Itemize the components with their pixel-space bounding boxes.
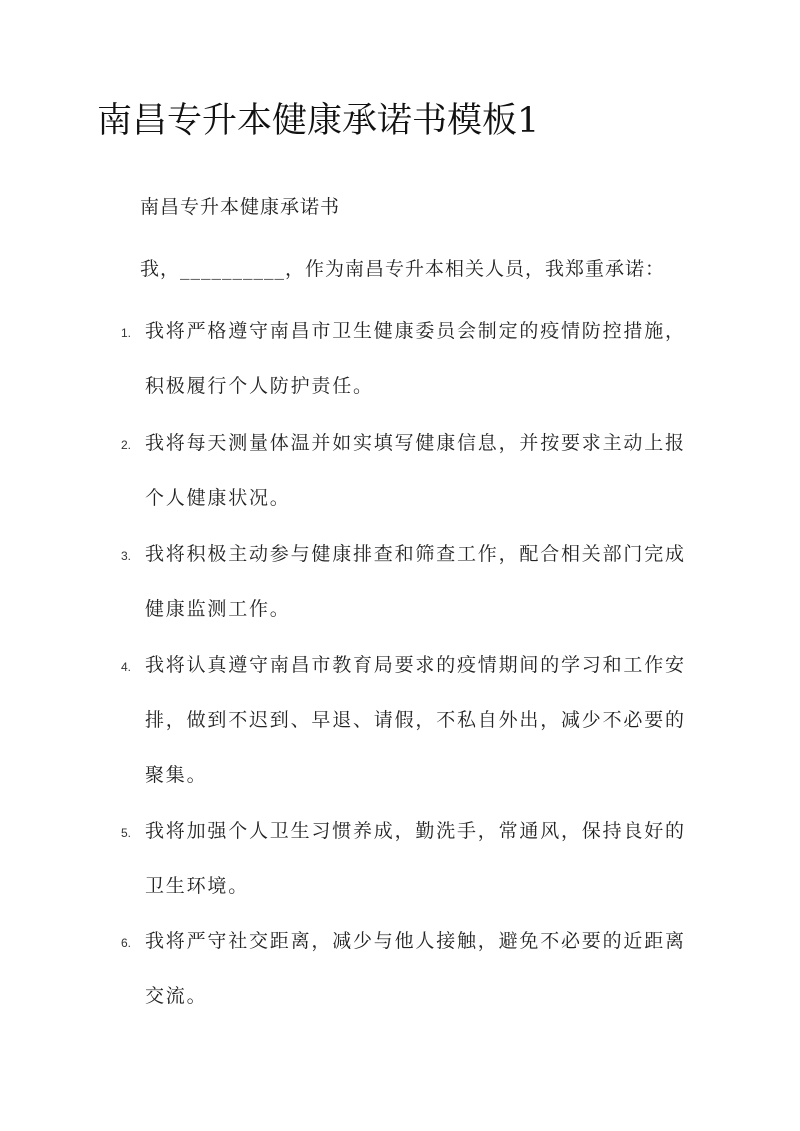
item-number: 1. <box>121 326 132 340</box>
item-text-line: 健康监测工作。 <box>145 598 291 620</box>
item-text-line: 聚集。 <box>145 764 208 786</box>
document-title: 南昌专升本健康承诺书模板1 <box>97 101 540 141</box>
item-text-line: 个人健康状况。 <box>145 487 291 509</box>
item-number: 5. <box>121 826 132 840</box>
item-text-line: 卫生环境。 <box>145 875 250 897</box>
item-text-line: 排，做到不迟到、早退、请假，不私自外出，减少不必要的 <box>145 709 686 731</box>
item-number: 2. <box>121 438 132 452</box>
item-text-line: 我将严守社交距离，减少与他人接触，避免不必要的近距离 <box>145 930 686 952</box>
item-text-line: 我将每天测量体温并如实填写健康信息，并按要求主动上报 <box>145 432 686 454</box>
item-number: 6. <box>121 936 132 950</box>
item-text-line: 积极履行个人防护责任。 <box>145 375 374 397</box>
document-subtitle: 南昌专升本健康承诺书 <box>140 196 341 218</box>
item-number: 4. <box>121 660 132 674</box>
item-text-line: 我将严格遵守南昌市卫生健康委员会制定的疫情防控措施， <box>145 320 686 342</box>
item-text-line: 我将加强个人卫生习惯养成，勤洗手，常通风，保持良好的 <box>145 820 686 842</box>
item-text-line: 我将积极主动参与健康排查和筛查工作，配合相关部门完成 <box>145 543 686 565</box>
pledge-intro: 我，__________，作为南昌专升本相关人员，我郑重承诺： <box>140 258 666 280</box>
item-number: 3. <box>121 549 132 563</box>
item-text-line: 交流。 <box>145 985 208 1007</box>
item-text-line: 我将认真遵守南昌市教育局要求的疫情期间的学习和工作安 <box>145 654 686 676</box>
